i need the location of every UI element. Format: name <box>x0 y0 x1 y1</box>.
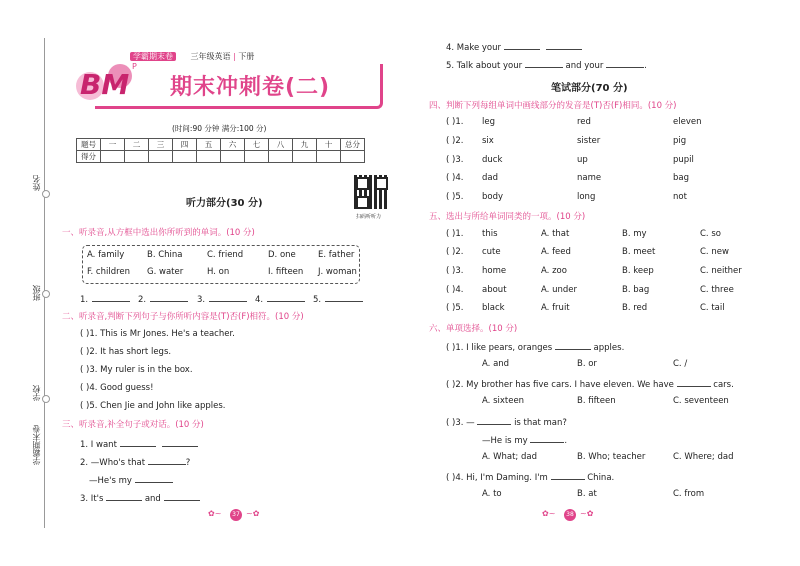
s5-opt[interactable]: B. my <box>622 229 647 239</box>
score-cell: 七 <box>245 139 269 151</box>
s6-q3b <box>482 433 567 446</box>
q-text: China. <box>587 473 615 483</box>
s3-q4 <box>446 40 582 53</box>
score-input-cell[interactable] <box>221 151 245 163</box>
s4-word: not <box>673 192 687 202</box>
s1-opt: A. family <box>87 250 125 260</box>
s5-word: home <box>482 266 507 276</box>
s4-word: pupil <box>673 155 694 165</box>
s5-num[interactable]: ( )2. <box>446 247 464 257</box>
score-table-score-row <box>77 151 365 163</box>
score-cell: 八 <box>269 139 293 151</box>
s3-q2b <box>89 473 173 486</box>
s5-word: black <box>482 303 505 313</box>
s6-opt[interactable]: B. Who; teacher <box>577 452 646 462</box>
brand-badge: 学霸期末卷 <box>130 52 176 61</box>
s2-item[interactable]: ( )2. It has short legs. <box>80 347 172 357</box>
s5-opt[interactable]: B. meet <box>622 247 656 257</box>
answer-blank[interactable] <box>209 292 247 302</box>
score-cell: 二 <box>125 139 149 151</box>
s1-answer <box>80 292 130 305</box>
s4-title: 四、判断下列每组单词中画线部分的发音是(T)否(F)相同。(10 分) <box>429 101 677 111</box>
s6-opt[interactable]: B. fifteen <box>577 396 616 406</box>
s5-opt[interactable]: C. neither <box>700 266 742 276</box>
s6-opt[interactable]: A. and <box>482 359 510 369</box>
page-title: 期末冲刺卷(二) <box>170 75 331 100</box>
listening-title: 听力部分(30 分) <box>186 198 263 209</box>
score-cell: 得分 <box>77 151 101 163</box>
s6-q4 <box>446 470 614 483</box>
answer-blank[interactable] <box>106 491 142 501</box>
score-cell: 总分 <box>341 139 365 151</box>
answer-blank[interactable] <box>477 415 511 425</box>
s5-opt[interactable]: A. that <box>541 229 570 239</box>
header-brand-line: 学霸期末卷 三年级英语 | 下册 <box>130 51 254 62</box>
answer-num: 5. <box>313 295 322 305</box>
s4-word: sister <box>577 136 601 146</box>
q-text[interactable]: ( )3. — <box>446 418 475 428</box>
answer-blank[interactable] <box>525 58 563 68</box>
score-input-cell[interactable] <box>197 151 221 163</box>
s1-answer <box>313 292 363 305</box>
s5-num[interactable]: ( )1. <box>446 229 464 239</box>
s1-opt: C. friend <box>207 250 244 260</box>
s1-opt: G. water <box>147 267 184 277</box>
s1-answer <box>197 292 247 305</box>
q-text[interactable]: ( )1. I like pears, oranges <box>446 343 553 353</box>
volume-label: 下册 <box>238 52 255 61</box>
s6-title: 六、单项选择。(10 分) <box>429 324 518 334</box>
s5-word: this <box>482 229 498 239</box>
flower-icon: ✿~ <box>208 509 222 518</box>
s3-title: 三、听录音,补全句子或对话。(10 分) <box>62 420 204 430</box>
score-cell: 六 <box>221 139 245 151</box>
score-input-cell[interactable] <box>341 151 365 163</box>
s5-word: cute <box>482 247 501 257</box>
school-label: 学校 <box>32 385 41 401</box>
score-input-cell[interactable] <box>245 151 269 163</box>
s4-num[interactable]: ( )4. <box>446 173 464 183</box>
answer-blank[interactable] <box>677 377 711 387</box>
flower-icon: ~✿ <box>246 509 260 518</box>
qr-caption: 扫码听听力 <box>356 214 382 220</box>
s6-opt[interactable]: B. at <box>577 489 597 499</box>
answer-num: 1. <box>80 295 89 305</box>
score-input-cell[interactable] <box>101 151 125 163</box>
q-text: and <box>144 494 161 504</box>
score-input-cell[interactable] <box>149 151 173 163</box>
s5-title: 五、选出与所给单词同类的一项。(10 分) <box>429 212 586 222</box>
s1-opt: B. China <box>147 250 183 260</box>
s2-item[interactable]: ( )3. My ruler is in the box. <box>80 365 193 375</box>
s6-opt[interactable]: C. seventeen <box>673 396 729 406</box>
s6-q3 <box>446 415 567 428</box>
q-text: is that man? <box>514 418 567 428</box>
s3-q2 <box>80 455 190 468</box>
q-text: 4. Make your <box>446 43 502 53</box>
page-number: 38 <box>564 509 576 521</box>
score-cell: 九 <box>293 139 317 151</box>
right-page-footer <box>542 509 602 521</box>
s1-opt: H. on <box>207 267 230 277</box>
s1-title: 一、听录音,从方框中选出你所听到的单词。(10 分) <box>62 228 255 238</box>
answer-blank[interactable] <box>606 58 644 68</box>
s6-opt[interactable]: C. from <box>673 489 705 499</box>
answer-blank[interactable] <box>164 491 200 501</box>
s3-q5: 5. Talk about your and your . <box>446 58 647 71</box>
s6-q1 <box>446 340 624 353</box>
s4-word: body <box>482 192 504 202</box>
s3-q3 <box>80 491 200 504</box>
s4-word: eleven <box>673 117 702 127</box>
s1-answer <box>138 292 188 305</box>
score-cell: 三 <box>149 139 173 151</box>
left-page-footer <box>208 509 268 521</box>
score-input-cell[interactable] <box>173 151 197 163</box>
s5-num[interactable]: ( )5. <box>446 303 464 313</box>
s5-opt[interactable]: C. tail <box>700 303 725 313</box>
s5-opt[interactable]: C. so <box>700 229 721 239</box>
s5-opt[interactable]: A. feed <box>541 247 571 257</box>
s4-word: duck <box>482 155 503 165</box>
s1-opt: E. father <box>318 250 355 260</box>
answer-num: 3. <box>197 295 206 305</box>
score-input-cell[interactable] <box>293 151 317 163</box>
s6-q2 <box>446 377 734 390</box>
answer-blank[interactable] <box>546 40 582 50</box>
binding-hole <box>42 395 50 403</box>
exam-info: (时间:90 分钟 满分:100 分) <box>172 124 267 133</box>
s6-opt[interactable]: A. What; dad <box>482 452 537 462</box>
q-text: —He's my <box>89 476 132 486</box>
answer-blank[interactable] <box>135 473 173 483</box>
score-input-cell[interactable] <box>317 151 341 163</box>
grade-label: 三年级英语 <box>190 52 231 61</box>
s4-word: dad <box>482 173 498 183</box>
s4-num[interactable]: ( )2. <box>446 136 464 146</box>
s5-opt[interactable]: B. keep <box>622 266 654 276</box>
s1-opt: F. children <box>87 267 131 277</box>
answer-blank[interactable] <box>504 40 540 50</box>
binding-line <box>44 38 45 528</box>
s6-opt[interactable]: A. sixteen <box>482 396 525 406</box>
page-number: 37 <box>230 509 242 521</box>
answer-blank[interactable] <box>148 455 186 465</box>
s2-item[interactable]: ( )4. Good guess! <box>80 383 154 393</box>
s5-num[interactable]: ( )3. <box>446 266 464 276</box>
score-cell: 四 <box>173 139 197 151</box>
answer-blank[interactable] <box>120 437 156 447</box>
answer-blank[interactable] <box>150 292 188 302</box>
s5-word: about <box>482 285 507 295</box>
s1-answer <box>255 292 305 305</box>
answer-blank[interactable] <box>530 433 564 443</box>
s1-opt: I. fifteen <box>268 267 304 277</box>
s5-opt[interactable]: B. bag <box>622 285 650 295</box>
s2-item[interactable]: ( )5. Chen Jie and John like apples. <box>80 401 226 411</box>
score-input-cell[interactable] <box>269 151 293 163</box>
answer-blank[interactable] <box>162 437 198 447</box>
s4-num[interactable]: ( )3. <box>446 155 464 165</box>
s5-opt[interactable]: A. fruit <box>541 303 570 313</box>
score-input-cell[interactable] <box>125 151 149 163</box>
s5-opt[interactable]: C. new <box>700 247 729 257</box>
s2-title: 二、听录音,判断下列句子与你所听内容是(T)否(F)相符。(10 分) <box>62 312 304 322</box>
q-text: 2. —Who's that <box>80 458 146 468</box>
q-text: 5. Talk about your <box>446 61 523 71</box>
q-text: ? <box>185 458 191 468</box>
s6-opt[interactable]: C. Where; dad <box>673 452 734 462</box>
answer-num: 4. <box>255 295 264 305</box>
answer-blank[interactable] <box>92 292 130 302</box>
q-text[interactable]: ( )2. My brother has five cars. I have eleven. We have <box>446 380 674 390</box>
q-text: and your <box>565 61 604 71</box>
flower-icon: ~✿ <box>580 509 594 518</box>
score-cell: 一 <box>101 139 125 151</box>
side-brand-label: 学霸期末卷 <box>32 425 41 465</box>
q-text: cars. <box>713 380 734 390</box>
class-label: 班级 <box>32 285 41 301</box>
q-text: . <box>564 436 568 446</box>
answer-blank[interactable] <box>325 292 363 302</box>
s2-item[interactable]: ( )1. This is Mr Jones. He's a teacher. <box>80 329 235 339</box>
s5-num[interactable]: ( )4. <box>446 285 464 295</box>
flower-icon: ✿~ <box>542 509 556 518</box>
name-label: 姓名 <box>32 175 41 191</box>
s5-opt[interactable]: A. under <box>541 285 577 295</box>
score-table-header-row <box>77 139 365 151</box>
s4-word: up <box>577 155 588 165</box>
s1-opt: J. woman <box>318 267 357 277</box>
score-cell: 题号 <box>77 139 101 151</box>
s4-word: six <box>482 136 494 146</box>
s4-num[interactable]: ( )5. <box>446 192 464 202</box>
s5-opt[interactable]: B. red <box>622 303 648 313</box>
q-text: 3. It's <box>80 494 104 504</box>
answer-blank[interactable] <box>267 292 305 302</box>
q-text: 1. I want <box>80 440 117 450</box>
binding-hole <box>42 190 50 198</box>
s4-word: bag <box>673 173 689 183</box>
s4-word: red <box>577 117 591 127</box>
s5-opt[interactable]: A. zoo <box>541 266 567 276</box>
written-title: 笔试部分(70 分) <box>551 83 628 94</box>
logo-text: BM <box>80 68 130 101</box>
q-text: —He is my <box>482 436 528 446</box>
logo-p: P <box>132 62 137 71</box>
score-cell: 五 <box>197 139 221 151</box>
answer-blank[interactable] <box>555 340 591 350</box>
s4-num[interactable]: ( )1. <box>446 117 464 127</box>
answer-blank[interactable] <box>551 470 585 480</box>
s4-word: name <box>577 173 602 183</box>
s6-opt[interactable]: A. to <box>482 489 502 499</box>
s6-opt[interactable]: B. or <box>577 359 597 369</box>
s6-opt[interactable]: C. / <box>673 359 688 369</box>
s5-opt[interactable]: C. three <box>700 285 734 295</box>
s4-word: pig <box>673 136 687 146</box>
s1-opt: D. one <box>268 250 296 260</box>
qr-code[interactable] <box>354 175 388 209</box>
s3-q1 <box>80 437 198 450</box>
s4-word: long <box>577 192 596 202</box>
answer-num: 2. <box>138 295 147 305</box>
score-table <box>76 138 365 163</box>
s4-word: leg <box>482 117 495 127</box>
q-text: apples. <box>593 343 625 353</box>
q-text[interactable]: ( )4. Hi, I'm Daming. I'm <box>446 473 548 483</box>
score-cell: 十 <box>317 139 341 151</box>
binding-hole <box>42 290 50 298</box>
